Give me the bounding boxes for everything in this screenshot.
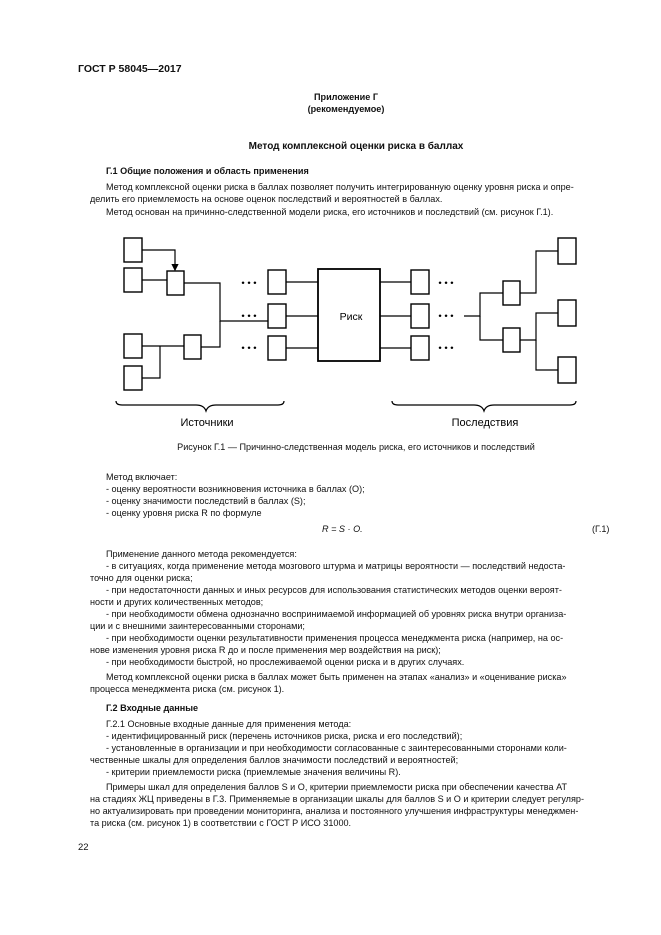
section2-line: - установленные в организации и при необходимости согласованные с заинтересованными сторонами коли-: [106, 743, 567, 753]
standard-header: ГОСТ Р 58045—2017: [78, 63, 182, 75]
consequence-box-3: [411, 336, 429, 360]
dots-5: • • •: [438, 311, 454, 322]
section2-line: та риска (см. рисунок 1) в соответствии с ГОСТ Р ИСО 31000.: [90, 818, 352, 828]
source-box-3: [167, 271, 184, 295]
formula-number: (Г.1): [592, 524, 610, 534]
recommend-line: ности и других количественных методов;: [90, 597, 264, 607]
consequence-box-2: [411, 304, 429, 328]
consequence-box-5: [503, 328, 520, 352]
section2-line: - критерии приемлемости риска (приемлемые значения величины R).: [106, 767, 401, 777]
section2-line: - идентифицированный риск (перечень источников риска, риска и его последствий);: [106, 731, 463, 741]
source-box-6: [184, 335, 201, 359]
consequences-label: Последствия: [451, 417, 519, 429]
recommend-intro: Применение данного метода рекомендуется:: [106, 549, 297, 559]
method-item-3: - оценку уровня риска R по формуле: [106, 508, 262, 518]
recommend-para-line1: Метод комплексной оценки риска в баллах может быть применен на этапах «анализ» и «оценивание риска»: [106, 672, 567, 682]
recommend-para-line2: процесса менеджмента риска (см. рисунок 1).: [90, 684, 285, 694]
method-item-2: - оценку значимости последствий в баллах (S);: [106, 496, 306, 506]
annex-title: Приложение Г: [314, 92, 378, 102]
recommend-line: - при необходимости обмена однозначно воспринимаемой информацией об уровнях риска внутри организа-: [106, 609, 567, 619]
main-title: Метод комплексной оценки риска в баллах: [248, 141, 464, 152]
section1-heading: Г.1 Общие положения и область применения: [106, 166, 309, 176]
source-box-1: [124, 238, 142, 262]
source-box-4: [124, 334, 142, 358]
risk-label: Риск: [339, 311, 363, 323]
dots-6: • • •: [438, 343, 454, 354]
recommend-line: ции и с внешними заинтересованными сторонами;: [90, 621, 305, 631]
recommend-line: - при необходимости быстрой, но прослеживаемой оценки риска и в других случаях.: [106, 657, 465, 667]
section2-line: на стадиях ЖЦ приведены в Г.3. Применяемые в организации шкалы для баллов S и O и критерии следует регуляр-: [90, 794, 584, 804]
recommend-line: точно для оценки риска;: [90, 573, 193, 583]
section2-line: Примеры шкал для определения баллов S и O, критерии приемлемости риска при обеспечении качества АТ: [106, 782, 568, 792]
dots-4: • • •: [438, 278, 454, 289]
formula: R = S · O.: [322, 524, 363, 534]
method-intro: Метод включает:: [106, 472, 178, 482]
source-box-2: [124, 268, 142, 292]
section2-heading: Г.2 Входные данные: [106, 703, 199, 713]
section1-para1-line1: Метод комплексной оценки риска в баллах позволяет получить интегрированную оценку уровня риска и опре-: [106, 182, 574, 192]
recommend-line: - при недостаточности данных и иных ресурсов для использования статистических методов оценки вероят-: [106, 585, 562, 595]
source-box-8: [268, 304, 286, 328]
cause-effect-diagram: [0, 0, 661, 460]
consequence-box-6: [558, 238, 576, 264]
figure-caption: Рисунок Г.1 — Причинно-следственная модель риска, его источников и последствий: [177, 442, 535, 452]
page-number: 22: [78, 842, 89, 853]
consequence-box-4: [503, 281, 520, 305]
source-box-5: [124, 366, 142, 390]
consequence-box-8: [558, 357, 576, 383]
annex-status: (рекомендуемое): [307, 104, 385, 114]
sources-label: Источники: [180, 417, 234, 429]
consequence-box-7: [558, 300, 576, 326]
method-item-1: - оценку вероятности возникновения источника в баллах (O);: [106, 484, 365, 494]
consequence-box-1: [411, 270, 429, 294]
source-box-9: [268, 336, 286, 360]
recommend-line: - при необходимости оценки результативности применения процесса менеджмента риска (например, на ос-: [106, 633, 564, 643]
section2-line: Г.2.1 Основные входные данные для применения метода:: [106, 719, 352, 729]
section1-para1-line2: делить его приемлемость на основе оценок последствий и вероятностей в баллах.: [90, 194, 443, 204]
recommend-line: нове изменения уровня риска R до и после применения мер воздействия на риск);: [90, 645, 441, 655]
section1-para2: Метод основан на причинно-следственной модели риска, его источников и последствий (см. рисунок Г.1).: [106, 207, 554, 217]
dots-1: • • •: [241, 278, 257, 289]
section2-line: чественные шкалы для определения баллов значимости последствий и вероятностей;: [90, 755, 459, 765]
recommend-line: - в ситуациях, когда применение метода мозгового штурма и матрицы вероятности — последствий недоста-: [106, 561, 566, 571]
section2-line: но актуализировать при проведении мониторинга, анализа и постоянного улучшения инфраструктуры менеджмен-: [90, 806, 579, 816]
source-box-7: [268, 270, 286, 294]
dots-3: • • •: [241, 343, 257, 354]
dots-2: • • •: [241, 311, 257, 322]
